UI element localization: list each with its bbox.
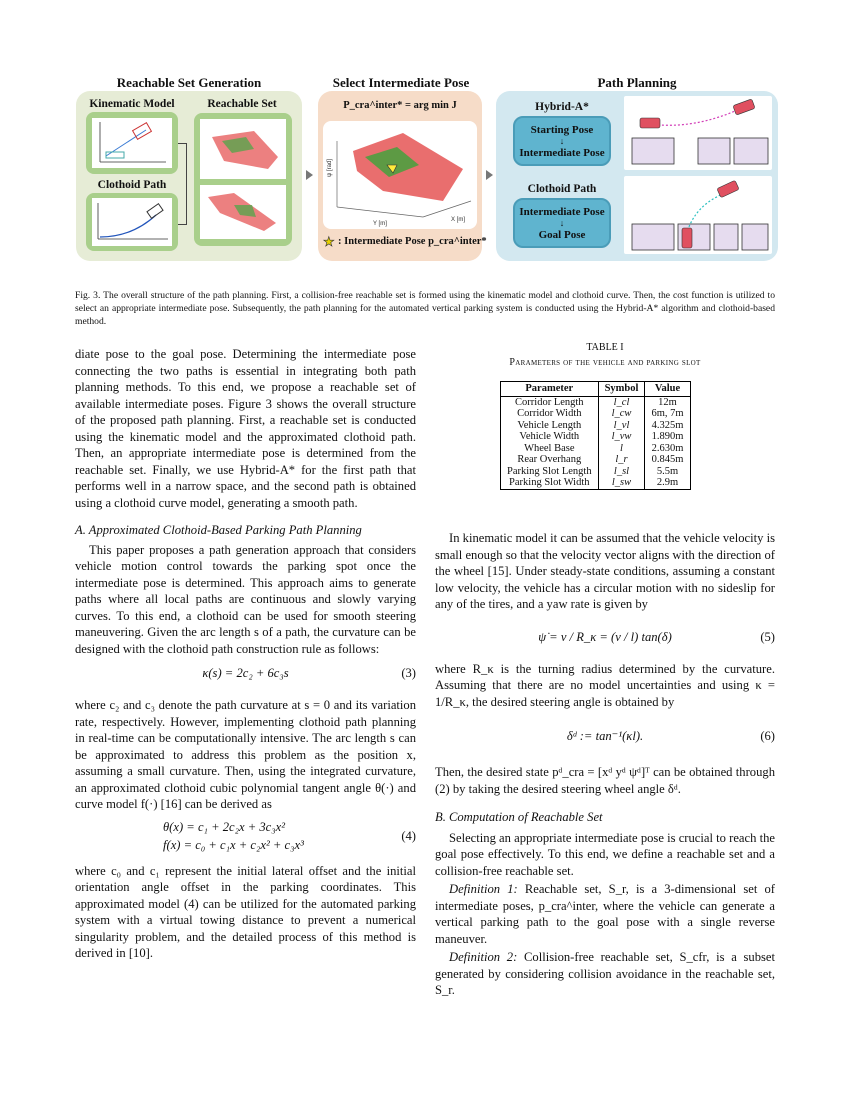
table-cell: 6m, 7m (645, 408, 690, 420)
plot-axis-x-label: X [m] (451, 217, 466, 223)
left-paragraph-3: where c₂ and c₃ denote the path curvature at s = 0 and its variation rate, respectively. However, implementing clothoid path planning in real-time can be computationally intensive. The arc length s can be approximated to address this problem as the position x, assuming a small curvature. Then, using the integrated curvature, an approximated clothoid cubic polynomial tangent angle θ(·) and curve model f(·) [16] can be derived as (75, 698, 416, 811)
hybrid-a-label: Hybrid-A* (535, 101, 589, 113)
parameter-table (500, 381, 691, 490)
table-cell: 1.890m (645, 431, 690, 443)
clothoid-path-image (86, 193, 178, 251)
clothoid-parking-scene (624, 176, 772, 254)
right-paragraph-3: Then, the desired state pᵈ_cra = [xᵈ yᵈ ψᵈ]ᵀ can be obtained through (2) by taking the desired steering wheel angle δᵈ. (435, 765, 775, 796)
table-row (501, 454, 691, 466)
equation-3-number: (3) (401, 666, 416, 680)
table-cell: l_vw (598, 431, 645, 443)
kinematic-model-image (86, 112, 178, 174)
table-header-cell: Value (645, 382, 690, 397)
section-b-heading: B. Computation of Reachable Set (435, 810, 603, 824)
table-cell: Vehicle Length (501, 420, 599, 432)
definition-2-text: Collision-free reachable set, S_cfr, is a subset generated by considering collision avoidance in the reachable set, S_r. (435, 950, 775, 997)
table-cell: 4.325m (645, 420, 690, 432)
table-cell: l_cw (598, 408, 645, 420)
arrow-2-icon (486, 170, 493, 180)
table-cell: l_r (598, 454, 645, 466)
equation-5-body: ψ̇ = v / R_κ = (v / l) tan(δ) (538, 629, 672, 644)
hybrid-a-parking-scene (624, 96, 772, 170)
definition-1-label: Definition 1: (449, 882, 518, 896)
definition-1 (435, 881, 775, 947)
left-paragraph-4: where c₀ and c₁ represent the initial lateral offset and the initial orientation angle offset in the parking coordinates. This approximated model (4) can be utilized for the automated parking system with a virtual towing distance to prevent a numerical singularity problem, and the detailed process of this method is derived in [10]. (75, 863, 416, 960)
equation-4 (75, 819, 416, 857)
figure-caption: Fig. 3. The overall structure of the path planning. First, a collision-free reachable set is formed using the kinematic model and clothoid curve. Then, the cost function is utilized to select an appropriate intermediate pose. Subsequently, the path planning for the automated vertical parking system is conducted using the Hybrid-A* algorithm and clothoid-based method. (75, 290, 775, 327)
table-cell: Corridor Width (501, 408, 599, 420)
equation-6-number: (6) (760, 729, 775, 743)
right-paragraph-4: Selecting an appropriate intermediate pose is crucial to reach the goal pose effectively. To this end, we define a reachable set and a collision-free reachable set. (435, 830, 775, 878)
kinematic-model-diagram (86, 112, 178, 174)
legend-star-icon: ★ (323, 234, 335, 249)
table-cell: l_sl (598, 466, 645, 478)
table-header-cell: Symbol (598, 382, 645, 397)
clothoid-path-right-label: Clothoid Path (527, 183, 597, 195)
kinematic-model-label: Kinematic Model (89, 98, 175, 110)
argmin-equation: P_cra^inter* = arg min J (343, 100, 457, 111)
intermediate-pose-plot (323, 121, 477, 229)
legend-text: : Intermediate Pose p_cra^inter* (338, 236, 487, 247)
reachable-set-image (194, 113, 292, 246)
section-title-select-pose: Select Intermediate Pose (332, 75, 470, 90)
intermediate-pose-label-2: Intermediate Pose (519, 206, 605, 218)
hybrid-a-box (513, 116, 611, 166)
left-paragraph-2: This paper proposes a path generation approach that considers vehicle motion control towards the parking spot once the intermediate pose is determined. This approach aims to generate paths where all local paths are continuous and slowly varying curves. To this end, a clothoid can be used for smooth steering maneuvering. Given the arc length s of a path, the curvature can be designed with the clothoid path construction rule as follows: (75, 542, 416, 656)
equation-3 (75, 665, 416, 689)
section-title-reachable-set: Reachable Set Generation (116, 75, 262, 90)
table-row (501, 443, 691, 455)
equation-5-number: (5) (760, 629, 775, 644)
table-header-row (501, 382, 691, 397)
equation-4b-body: f(x) = c₀ + c₁x + c₂x² + c₃x³ (163, 837, 304, 852)
definition-2-label: Definition 2: (449, 950, 518, 964)
table-cell: Parking Slot Width (501, 477, 599, 489)
clothoid-path-diagram (86, 193, 178, 251)
down-arrow-2-icon: ↓ (559, 218, 565, 228)
clothoid-scene (624, 176, 772, 254)
equation-6-body: δᵈ := tan⁻¹(κl). (566, 729, 644, 743)
intermediate-pose-label-1: Intermediate Pose (519, 147, 605, 159)
section-title-path-planning: Path Planning (597, 75, 677, 90)
reachable-set-label: Reachable Set (207, 98, 277, 110)
table-cell: Rear Overhang (501, 454, 599, 466)
section-a-heading: A. Approximated Clothoid-Based Parking Path Planning (75, 523, 362, 537)
table-cell: 2.630m (645, 443, 690, 455)
plot-axis-y-label: Y [m] (373, 221, 387, 227)
table-title: Parameters of the vehicle and parking slot (509, 357, 701, 368)
right-paragraph-1: In kinematic model it can be assumed that the vehicle velocity is small enough so that the velocity vector aligns with the direction of the wheel [15]. Under steady-state conditions, assuming a constant low velocity, the vehicle has a circular motion with no sideslip for any of the tires, and a yaw rate is given by (435, 531, 775, 611)
table-cell: 5.5m (645, 466, 690, 478)
hybrid-a-scene (624, 96, 772, 170)
clothoid-path-left-label: Clothoid Path (97, 179, 167, 191)
bracket-line (178, 143, 187, 225)
arrow-1-icon (306, 170, 313, 180)
left-paragraph-1: diate pose to the goal pose. Determining the intermediate pose connecting the two paths is essential in integrating both path planning methods. To this end, we propose a reachable set of available intermediate poses. Figure 3 shows the overall structure of the proposed path planning. First, a reachable set is conducted using the kinematic model and the approximated clothoid path. Then, an appropriate intermediate pose is determined from the reachable set. Finally, we use Hybrid-A* for the first path that performs well in a narrow space, and the second path is obtained using a clothoid curve model, generating a smooth path. (75, 347, 416, 510)
table-cell: l (598, 443, 645, 455)
table-cell: l_vl (598, 420, 645, 432)
table-row (501, 396, 691, 408)
equation-6 (435, 728, 775, 752)
reachable-set-plots (194, 113, 292, 246)
table-cell: Wheel Base (501, 443, 599, 455)
table-row (501, 477, 691, 489)
equation-3-body: κ(s) = 2c₂ + 6c₃s (202, 666, 289, 680)
down-arrow-1-icon: ↓ (559, 136, 565, 146)
table-cell: l_sw (598, 477, 645, 489)
table-row (501, 431, 691, 443)
3d-reachable-set-plot (323, 121, 477, 229)
goal-pose-label: Goal Pose (538, 229, 586, 241)
table-cell: l_cl (598, 396, 645, 408)
table-cell: 2.9m (645, 477, 690, 489)
plot-axis-z-label: ψ [rad] (327, 159, 333, 177)
definition-2 (435, 949, 775, 999)
table-cell: 12m (645, 396, 690, 408)
table-label: TABLE I (586, 342, 624, 353)
equation-4a-body: θ(x) = c₁ + 2c₂x + 3c₃x² (163, 819, 286, 834)
table-cell: Corridor Length (501, 396, 599, 408)
table-cell: 0.845m (645, 454, 690, 466)
table-header-cell: Parameter (501, 382, 599, 397)
table-row (501, 466, 691, 478)
right-column (435, 530, 775, 999)
table-cell: Parking Slot Length (501, 466, 599, 478)
table-cell: Vehicle Width (501, 431, 599, 443)
starting-pose-label: Starting Pose (530, 124, 594, 136)
definition-1-text: Reachable set, S_r, is a 3-dimensional set of intermediate poses, p_cra^inter, where the vehicle can generate a vertical parking path to the goal pose with a single reverse maneuver. (435, 882, 776, 946)
table-row (501, 408, 691, 420)
equation-4-number: (4) (401, 828, 416, 843)
left-column (75, 346, 416, 962)
table-row (501, 420, 691, 432)
right-paragraph-2: where R_κ is the turning radius determined by the curvature. Assuming that there are no model uncertainties and using κ = 1/R_κ, the desired steering angle is obtained by (435, 661, 775, 709)
clothoid-box (513, 198, 611, 248)
equation-5 (435, 623, 775, 655)
